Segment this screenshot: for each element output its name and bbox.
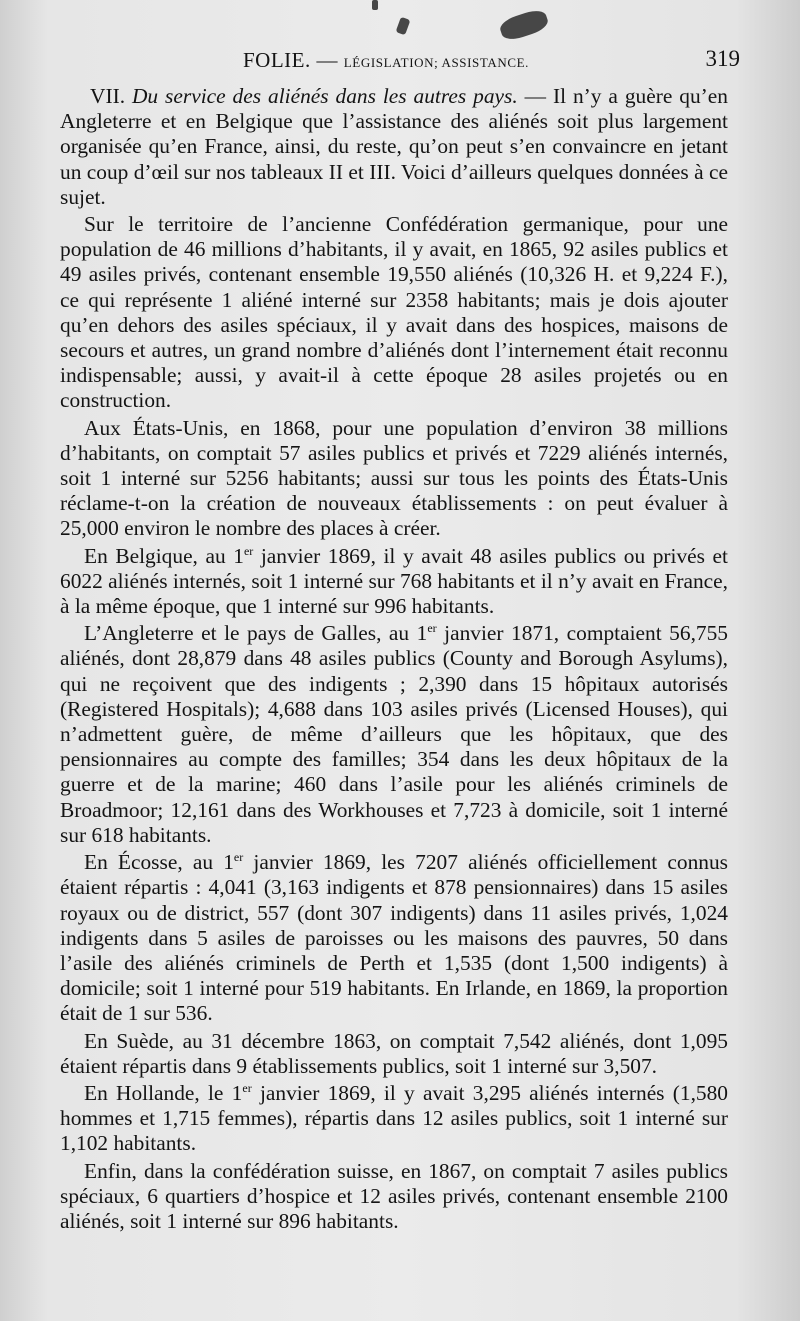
ink-smudge xyxy=(396,17,411,35)
running-header xyxy=(60,48,740,80)
running-title-dash: — xyxy=(316,48,338,72)
section-vii-paragraph xyxy=(60,84,728,210)
body-text xyxy=(60,84,728,1234)
paragraph-etats-unis: Aux États-Unis, en 1868, pour une population d’environ 38 millions d’habitants, on comptait 57 asiles publics et privés et 7229 aliénés internés, soit 1 interné sur 5256 habitants; aussi sur tous les points des États-Unis réclame-t-on la création de nouveaux établissements : on peut évaluer à 25,000 environ le nombre des places à créer. xyxy=(60,415,728,541)
paragraph-belgique-text: janvier 1869, il y avait 48 asiles publics ou privés et 6022 aliénés internés, soit 1 interné sur 768 habitants et il n’y avait en France, à la même époque, que 1 interné sur 996 habitants. xyxy=(60,543,728,619)
running-title-subject: LÉGISLATION; ASSISTANCE. xyxy=(343,55,530,70)
section-number: VII. xyxy=(90,84,126,108)
paragraph-angleterre xyxy=(60,621,728,848)
running-title xyxy=(243,48,529,73)
ink-smudge xyxy=(372,0,378,10)
section-title: Du service des aliénés dans les autres pays. xyxy=(131,84,518,108)
paragraph-hollande xyxy=(60,1081,728,1157)
ordinal-superscript: er xyxy=(427,621,437,636)
ordinal-superscript: er xyxy=(242,1080,252,1095)
section-intro: — Il n’y a guère qu’en Angleterre et en Belgique que l’assistance des aliénés soit plus largement organisée qu’en France, ainsi, du reste, qu’on peut s’en convaincre en jetant un coup d’œil sur nos tableaux II et III. Voici d’ailleurs quelques données à ce sujet. xyxy=(60,84,728,209)
paragraph-hollande-text: En Hollande, le 1 xyxy=(84,1080,243,1105)
paragraph-angleterre-text: L’Angleterre et le pays de Galles, au 1 xyxy=(84,621,428,646)
ordinal-superscript: er xyxy=(243,543,254,558)
paragraph-angleterre-text: janvier 1871, comptaient 56,755 aliénés, dont 28,879 dans 48 asiles publics (County and Borough Asylums), qui ne reçoivent que des indigents ; 2,390 dans 15 hôpitaux autorisés (Registered Hospitals); 4,688 dans 103 asiles privés (Licensed Houses), qui n’admettent guère, de même d’ailleurs que les hôpitaux, que des pensionnaires au compte des familles; 354 dans les deux hôpitaux de la guerre et de la marine; 460 dans l’asile pour les aliénés criminels de Broadmoor; 12,161 dans des Workhouses et 7,723 à domicile, soit 1 interné sur 618 habitants. xyxy=(60,621,728,847)
page-number: 319 xyxy=(705,46,740,71)
paragraph-suede: En Suède, au 31 décembre 1863, on comptait 7,542 aliénés, dont 1,095 étaient répartis dans 9 établissements publics, soit 1 interné sur 3,507. xyxy=(60,1028,728,1078)
ink-smudge xyxy=(498,7,550,43)
paragraph-allemagne: Sur le territoire de l’ancienne Confédération germanique, pour une population de 46 millions d’habitants, il y avait, en 1865, 92 asiles publics et 49 asiles privés, contenant ensemble 19,550 aliénés (10,326 H. et 9,224 F.), ce qui représente 1 aliéné interné sur 2358 habitants; mais je dois ajouter qu’en dehors des asiles spéciaux, il y avait dans des hospices, maisons de secours et autres, un grand nombre d’aliénés dont l’internement était reconnu indispensable; aussi, y avait-il à cette époque 28 asiles projetés ou en construction. xyxy=(60,212,728,413)
paragraph-hollande-text: janvier 1869, il y avait 3,295 aliénés internés (1,580 hommes et 1,715 femmes), répartis dans 12 asiles publics, soit 1 interné sur 1,102 habitants. xyxy=(60,1080,728,1156)
running-title-main: FOLIE. xyxy=(243,48,311,72)
paragraph-suisse: Enfin, dans la confédération suisse, en 1867, on comptait 7 asiles publics spéciaux, 6 quartiers d’hospice et 12 asiles privés, contenant ensemble 2100 aliénés, soit 1 interné sur 896 habitants. xyxy=(60,1158,728,1233)
paragraph-ecosse-text: janvier 1869, les 7207 aliénés officiellement connus étaient répartis : 4,041 (3,163 indigents et 878 pensionnaires) dans 15 asiles royaux ou de district, 557 (dont 307 indigents) dans 11 asiles privés, 1,024 indigents dans 5 asiles de paroisses ou les maisons des pauvres, 50 dans l’asile des aliénés criminels de Perth et 1,535 (dont 1,500 indigents) à domicile; soit 1 interné pour 519 habitants. En Irlande, en 1869, la proportion était de 1 sur 536. xyxy=(60,850,729,1026)
paragraph-ecosse xyxy=(60,850,728,1026)
ordinal-superscript: er xyxy=(233,849,244,864)
paragraph-ecosse-text: En Écosse, au 1 xyxy=(84,850,234,875)
paragraph-belgique-text: En Belgique, au 1 xyxy=(84,543,244,568)
paragraph-belgique xyxy=(60,544,728,620)
